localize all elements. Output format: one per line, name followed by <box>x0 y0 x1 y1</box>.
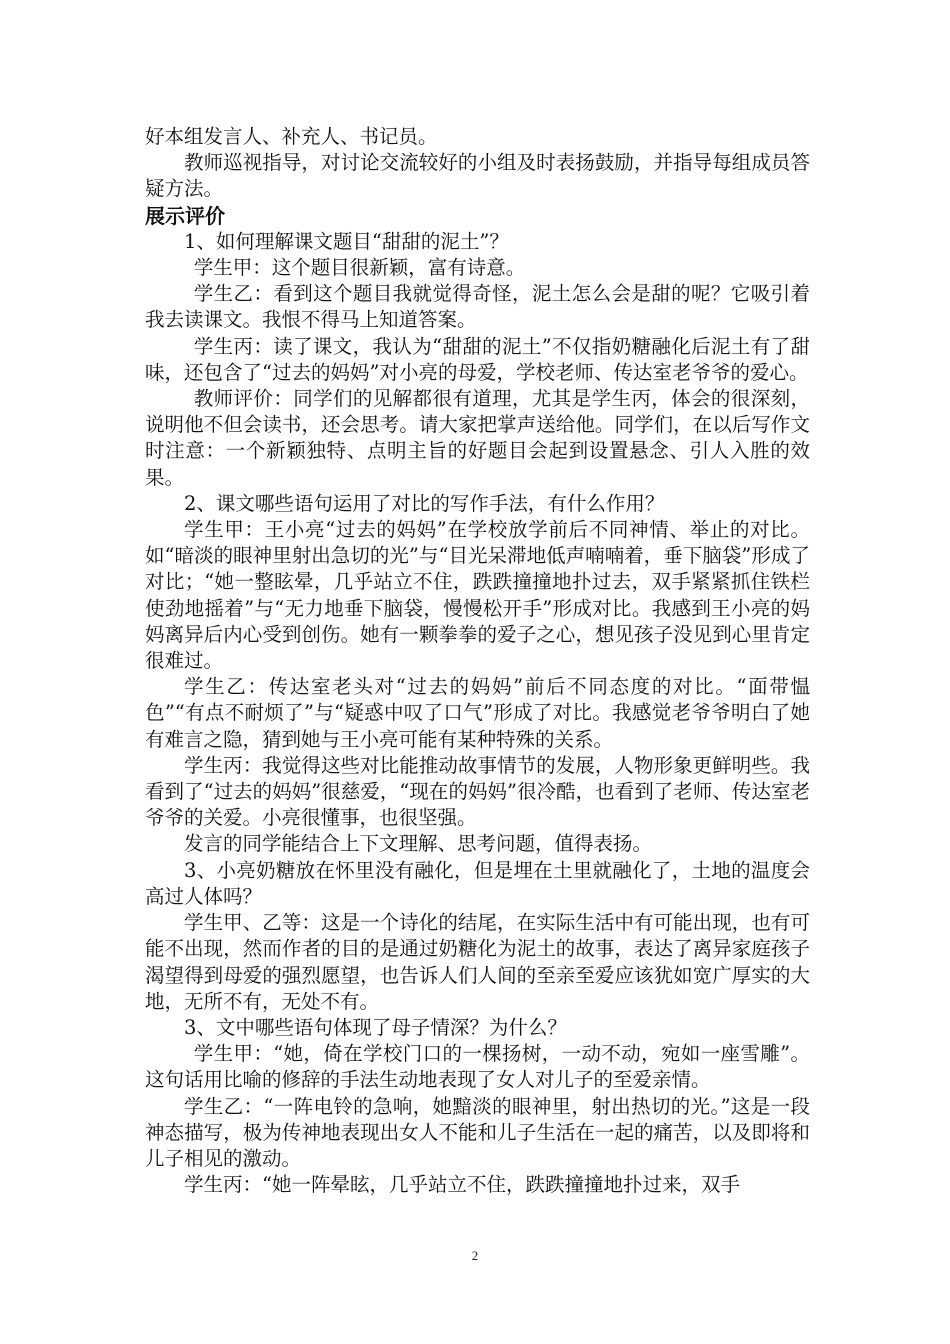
paragraph: 教师评价：同学们的见解都很有道理，尤其是学生丙，体会的很深刻，说明他不但会读书，还会思考。请大家把掌声送给他。同学们，在以后写作文时注意：一个新颖独特、点明主旨的好题目会起到设置悬念、引人入胜的效果。 <box>145 387 810 489</box>
paragraph: 学生丙：我觉得这些对比能推动故事情节的发展，人物形象更鲜明些。我看到了“过去的妈妈”很慈爱，“现在的妈妈”很冷酷，也看到了老师、传达室老爷爷的关爱。小亮很懂事，也很坚强。 <box>145 753 810 830</box>
paragraph: 1、如何理解课文题目“甜甜的泥土”？ <box>184 229 509 253</box>
paragraph: 学生乙：传达室老头对“过去的妈妈”前后不同态度的对比。“面带愠色”“有点不耐烦了”与“疑惑中叹了口气”形成了对比。我感觉老爷爷明白了她有难言之隐，猜到她与王小亮可能有某种特殊的关系。 <box>145 675 810 751</box>
section-heading: 展示评价 <box>145 203 225 228</box>
paragraph: 3、文中哪些语句体现了母子情深？为什么？ <box>184 1015 567 1039</box>
paragraph: 教师巡视指导，对讨论交流较好的小组及时表扬鼓励，并指导每组成员答疑方法。 <box>145 151 810 201</box>
paragraph: 发言的同学能结合上下文理解、思考问题，值得表扬。 <box>184 832 653 856</box>
document-body <box>145 124 810 1198</box>
paragraph: 3、小亮奶糖放在怀里没有融化，但是埋在土里就融化了，土地的温度会高过人体吗？ <box>145 858 810 908</box>
paragraph: 学生丙：“她一阵晕眩，几乎站立不住，跌跌撞撞地扑过来，双手 <box>184 1173 740 1197</box>
paragraph: 学生丙：读了课文，我认为“甜甜的泥土”不仅指奶糖融化后泥土有了甜味，还包含了“过去的妈妈”对小亮的母爱，学校老师、传达室老爷爷的爱心。 <box>145 334 810 384</box>
paragraph: 好本组发言人、补充人、书记员。 <box>145 125 438 148</box>
paragraph: 学生甲、乙等：这是一个诗化的结尾，在实际生活中有可能出现，也有可能不出现，然而作者的目的是通过奶糖化为泥土的故事，表达了离异家庭孩子渴望得到母爱的强烈愿望，也告诉人们人间的至亲至爱应该犹如宽广厚实的大地，无所不有，无处不有。 <box>145 911 810 1013</box>
paragraph: 学生乙：看到这个题目我就觉得奇怪，泥土怎么会是甜的呢？它吸引着我去读课文。我恨不得马上知道答案。 <box>145 282 810 332</box>
paragraph: 学生甲：“她，倚在学校门口的一棵扬树，一动不动，宛如一座雪雕”。这句话用比喻的修辞的手法生动地表现了女人对儿子的至爱亲情。 <box>145 1042 810 1092</box>
paragraph: 2、课文哪些语句运用了对比的写作手法，有什么作用？ <box>184 491 665 515</box>
paragraph: 学生甲：王小亮“过去的妈妈”在学校放学前后不同神情、举止的对比。如“暗淡的眼神里射出急切的光”与“目光呆滞地低声喃喃着，垂下脑袋”形成了对比；“她一整眩晕，几乎站立不住，跌跌撞撞地扑过去，双手紧紧抓住铁栏使劲地摇着”与“无力地垂下脑袋，慢慢松开手”形成对比。我感到王小亮的妈妈离异后内心受到创伤。她有一颗拳拳的爱子之心，想见孩子没见到心里肯定很难过。 <box>145 518 810 673</box>
paragraph: 学生甲：这个题目很新颖，富有诗意。 <box>193 256 526 280</box>
paragraph: 学生乙：“一阵电铃的急响，她黯淡的眼神里，射出热切的光。”这是一段神态描写，极为传神地表现出女人不能和儿子生活在一起的痛苦，以及即将和儿子相见的激动。 <box>145 1094 810 1170</box>
page-number: 2 <box>471 1248 479 1263</box>
